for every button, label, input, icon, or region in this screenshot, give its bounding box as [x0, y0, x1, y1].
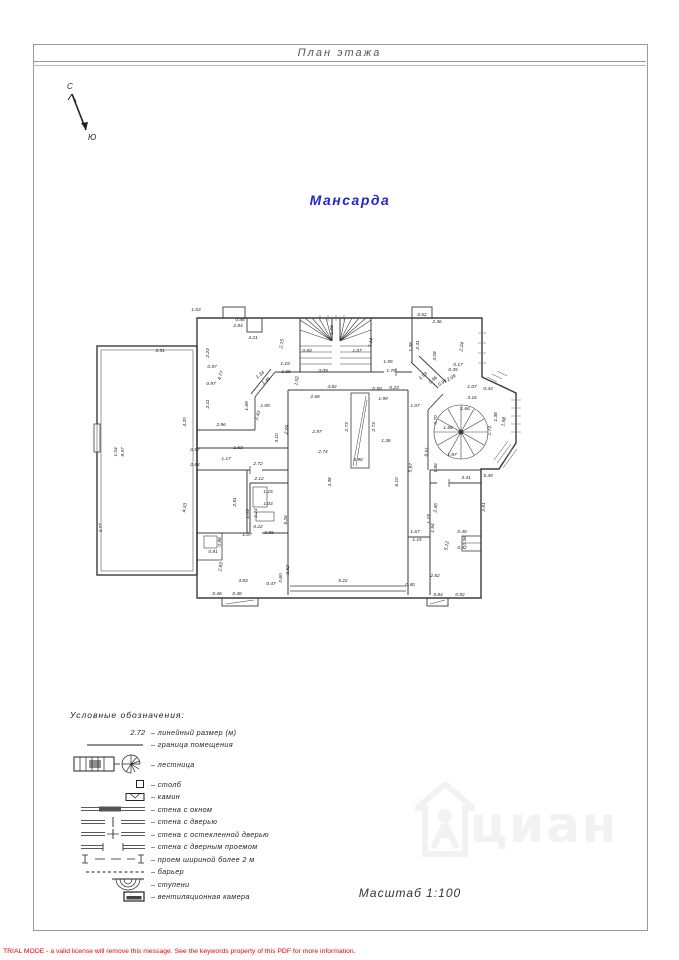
legend-item-wall-with-doorway: – стена с дверным проемом: [70, 841, 330, 854]
svg-text:1.03: 1.03: [191, 308, 201, 313]
svg-text:2.72: 2.72: [253, 462, 263, 467]
svg-text:2.36: 2.36: [432, 320, 442, 325]
svg-text:2.45: 2.45: [433, 503, 440, 513]
svg-text:0.48: 0.48: [232, 592, 242, 597]
svg-text:9.37: 9.37: [121, 447, 126, 457]
svg-text:2.83: 2.83: [218, 561, 225, 572]
svg-text:0.96: 0.96: [428, 375, 439, 386]
svg-text:2.24: 2.24: [459, 341, 466, 352]
svg-text:3.16: 3.16: [467, 396, 477, 401]
svg-text:1.19: 1.19: [280, 362, 290, 367]
opening-wider-2m-icon: [81, 854, 145, 864]
svg-text:1.19: 1.19: [427, 514, 432, 524]
svg-text:2.11: 2.11: [206, 399, 211, 409]
cian-watermark: [415, 782, 645, 857]
svg-text:1.68: 1.68: [443, 426, 453, 431]
svg-text:2.97: 2.97: [312, 430, 322, 435]
svg-text:1.05: 1.05: [246, 509, 251, 519]
floor-plan-drawing: [88, 294, 538, 616]
north-arrow: [55, 78, 105, 144]
barrier-icon: [85, 869, 145, 875]
svg-text:1.07: 1.07: [467, 385, 477, 390]
staircase-icon: [73, 753, 145, 777]
svg-text:2.43: 2.43: [254, 410, 263, 422]
svg-text:3.08: 3.08: [433, 351, 438, 361]
legend-item-barrier: – барьер: [70, 866, 330, 879]
svg-text:5.12: 5.12: [444, 540, 451, 551]
svg-text:0.62: 0.62: [286, 565, 291, 575]
svg-text:1.98: 1.98: [501, 416, 508, 427]
legend-item-wall-with-glazed-door: – стена с остекленной дверью: [70, 828, 330, 841]
svg-text:6.10: 6.10: [395, 477, 400, 487]
column-icon: [135, 779, 145, 789]
svg-text:2.31: 2.31: [416, 340, 421, 350]
svg-text:0.98: 0.98: [218, 537, 223, 547]
svg-text:6.51: 6.51: [424, 447, 431, 457]
svg-text:0.90: 0.90: [353, 458, 363, 463]
svg-text:0.91: 0.91: [208, 550, 218, 555]
svg-text:5.84: 5.84: [433, 593, 443, 598]
svg-text:1.04: 1.04: [114, 447, 119, 457]
compass-north-label: С: [67, 82, 73, 91]
svg-text:2.15: 2.15: [279, 338, 286, 349]
svg-text:0.97: 0.97: [190, 448, 200, 453]
svg-text:1.38: 1.38: [409, 342, 414, 352]
fireplace-icon: [125, 792, 145, 802]
svg-text:2.14: 2.14: [368, 337, 375, 348]
room-boundary-icon: [85, 742, 145, 748]
svg-text:0.92: 0.92: [455, 593, 465, 598]
svg-text:1.02: 1.02: [294, 375, 301, 386]
svg-text:2.23: 2.23: [206, 348, 211, 358]
svg-text:0.70: 0.70: [434, 415, 439, 425]
title-rule: [33, 61, 646, 62]
svg-text:1.94: 1.94: [431, 523, 436, 533]
svg-text:2.82: 2.82: [430, 574, 440, 579]
svg-text:0.88: 0.88: [235, 318, 245, 323]
svg-text:5.97: 5.97: [408, 463, 415, 473]
svg-text:0.43: 0.43: [483, 387, 493, 392]
svg-text:2.73: 2.73: [345, 422, 350, 432]
svg-text:1.69: 1.69: [245, 401, 250, 411]
svg-text:2.84: 2.84: [233, 324, 243, 329]
svg-text:1.55: 1.55: [383, 360, 393, 365]
svg-text:1.99: 1.99: [378, 397, 388, 402]
svg-text:0.46: 0.46: [212, 592, 222, 597]
svg-text:2.09: 2.09: [446, 374, 458, 384]
svg-text:1.06: 1.06: [330, 325, 335, 335]
svg-text:0.23: 0.23: [389, 386, 399, 391]
wall-with-window-icon: [81, 805, 145, 813]
svg-text:2.73: 2.73: [372, 422, 377, 432]
svg-text:1.36: 1.36: [381, 439, 391, 444]
svg-text:3.51: 3.51: [155, 349, 165, 354]
svg-text:2.74: 2.74: [318, 450, 328, 455]
svg-text:1.87: 1.87: [447, 453, 457, 458]
legend-item-steps: – ступени: [70, 878, 330, 891]
svg-text:3.83: 3.83: [238, 579, 248, 584]
svg-text:5.22: 5.22: [338, 579, 348, 584]
svg-text:3.41: 3.41: [461, 476, 471, 481]
svg-text:4.77: 4.77: [99, 523, 104, 533]
steps-icon: [111, 877, 145, 891]
title-rule-2: [33, 65, 646, 66]
linear-dimension-sample: 2.72: [130, 727, 145, 737]
legend-item-wall-with-door: – стена с дверью: [70, 816, 330, 829]
svg-text:0.42: 0.42: [457, 546, 467, 551]
svg-text:0.47: 0.47: [266, 582, 276, 587]
svg-text:1.15: 1.15: [412, 538, 422, 543]
svg-text:1.03: 1.03: [263, 502, 273, 507]
svg-text:1.15: 1.15: [263, 490, 273, 495]
legend-item-column: – столб: [70, 778, 330, 791]
spiral-staircase: [434, 405, 488, 459]
svg-text:4.33: 4.33: [182, 502, 189, 513]
wall-with-door-icon: [81, 817, 145, 827]
legend-item-fireplace: – камин: [70, 791, 330, 804]
svg-text:0.84: 0.84: [190, 463, 200, 468]
svg-text:5.49: 5.49: [483, 474, 493, 479]
svg-text:4.21: 4.21: [248, 336, 258, 341]
svg-text:0.96: 0.96: [264, 531, 274, 536]
svg-text:3.09: 3.09: [318, 369, 328, 374]
wall-with-doorway-icon: [81, 842, 145, 852]
compass-south-label: Ю: [88, 133, 97, 142]
svg-text:2.09: 2.09: [284, 424, 291, 435]
svg-text:1.66: 1.66: [460, 407, 470, 412]
svg-text:4.20: 4.20: [183, 417, 188, 427]
svg-text:0.50: 0.50: [372, 387, 382, 392]
ventilation-chamber-icon: [123, 891, 145, 902]
svg-text:0.35: 0.35: [448, 368, 458, 373]
svg-text:2.96: 2.96: [216, 423, 226, 428]
svg-text:1.34: 1.34: [255, 370, 266, 381]
svg-text:4.38: 4.38: [328, 477, 333, 487]
legend-item-opening-wider-2m: – проем шириной более 2 м: [70, 853, 330, 866]
trial-mode-notice: TRIAL MODE - a valid license will remove this message. See the keywords property of this PDF for more information.: [3, 948, 356, 955]
floor-plan-svg: [88, 294, 538, 616]
page-title: План этажа: [297, 47, 382, 59]
wall-with-glazed-door-icon: [81, 829, 145, 839]
svg-text:1.38: 1.38: [494, 412, 499, 422]
dimension-labels: [98, 307, 508, 598]
svg-text:1.73: 1.73: [487, 426, 494, 436]
legend-item-room-boundary: – граница помещения: [70, 739, 330, 752]
svg-text:4.82: 4.82: [327, 385, 337, 390]
svg-text:0.99: 0.99: [437, 379, 449, 389]
legend-item-wall-with-window: – стена с окном: [70, 803, 330, 816]
legend-item-linear-dimension: 2.72 – линейный размер (м): [130, 727, 237, 737]
scale-label: Масштаб 1:100: [358, 886, 462, 900]
svg-text:1.63: 1.63: [233, 446, 243, 451]
svg-text:1.09: 1.09: [260, 404, 270, 409]
svg-text:0.62: 0.62: [417, 313, 427, 318]
svg-text:2.68: 2.68: [310, 395, 320, 400]
svg-text:4.77: 4.77: [217, 370, 226, 382]
svg-text:2.51: 2.51: [233, 497, 238, 507]
svg-text:1.07: 1.07: [352, 349, 362, 354]
legend-item-ventilation-chamber: – вентиляционная камера: [70, 891, 330, 904]
svg-text:1.24: 1.24: [254, 508, 259, 518]
svg-text:1.67: 1.67: [410, 530, 420, 535]
svg-text:0.36: 0.36: [463, 536, 468, 546]
svg-text:0.40: 0.40: [405, 583, 415, 588]
svg-text:1.76: 1.76: [386, 369, 396, 374]
floor-name-label: Мансарда: [309, 192, 391, 208]
legend-item-staircase: – лестница: [70, 751, 330, 778]
svg-text:0.22: 0.22: [253, 525, 263, 530]
svg-text:0.17: 0.17: [453, 363, 463, 368]
svg-text:1.65: 1.65: [281, 370, 291, 375]
svg-text:1.53: 1.53: [418, 371, 429, 382]
legend-title: Условные обозначения:: [70, 710, 185, 720]
cian-house-icon: [415, 782, 475, 857]
legend: [70, 710, 330, 903]
svg-text:0.60: 0.60: [302, 349, 312, 354]
svg-text:0.97: 0.97: [206, 382, 216, 387]
svg-text:1.86: 1.86: [434, 463, 439, 473]
svg-text:1.46: 1.46: [261, 376, 272, 387]
svg-text:1.17: 1.17: [221, 457, 231, 462]
svg-text:1.07: 1.07: [410, 404, 420, 409]
svg-text:2.12: 2.12: [254, 477, 264, 482]
svg-text:5.26: 5.26: [284, 515, 289, 525]
interior-walls: [197, 318, 481, 595]
svg-text:0.57: 0.57: [207, 365, 217, 370]
svg-text:0.40: 0.40: [457, 530, 467, 535]
cian-watermark-text: циан: [470, 796, 619, 854]
svg-text:1.07: 1.07: [242, 533, 252, 538]
svg-text:3.10: 3.10: [275, 433, 280, 443]
svg-text:0.60: 0.60: [279, 573, 284, 583]
svg-text:2.61: 2.61: [482, 502, 487, 512]
